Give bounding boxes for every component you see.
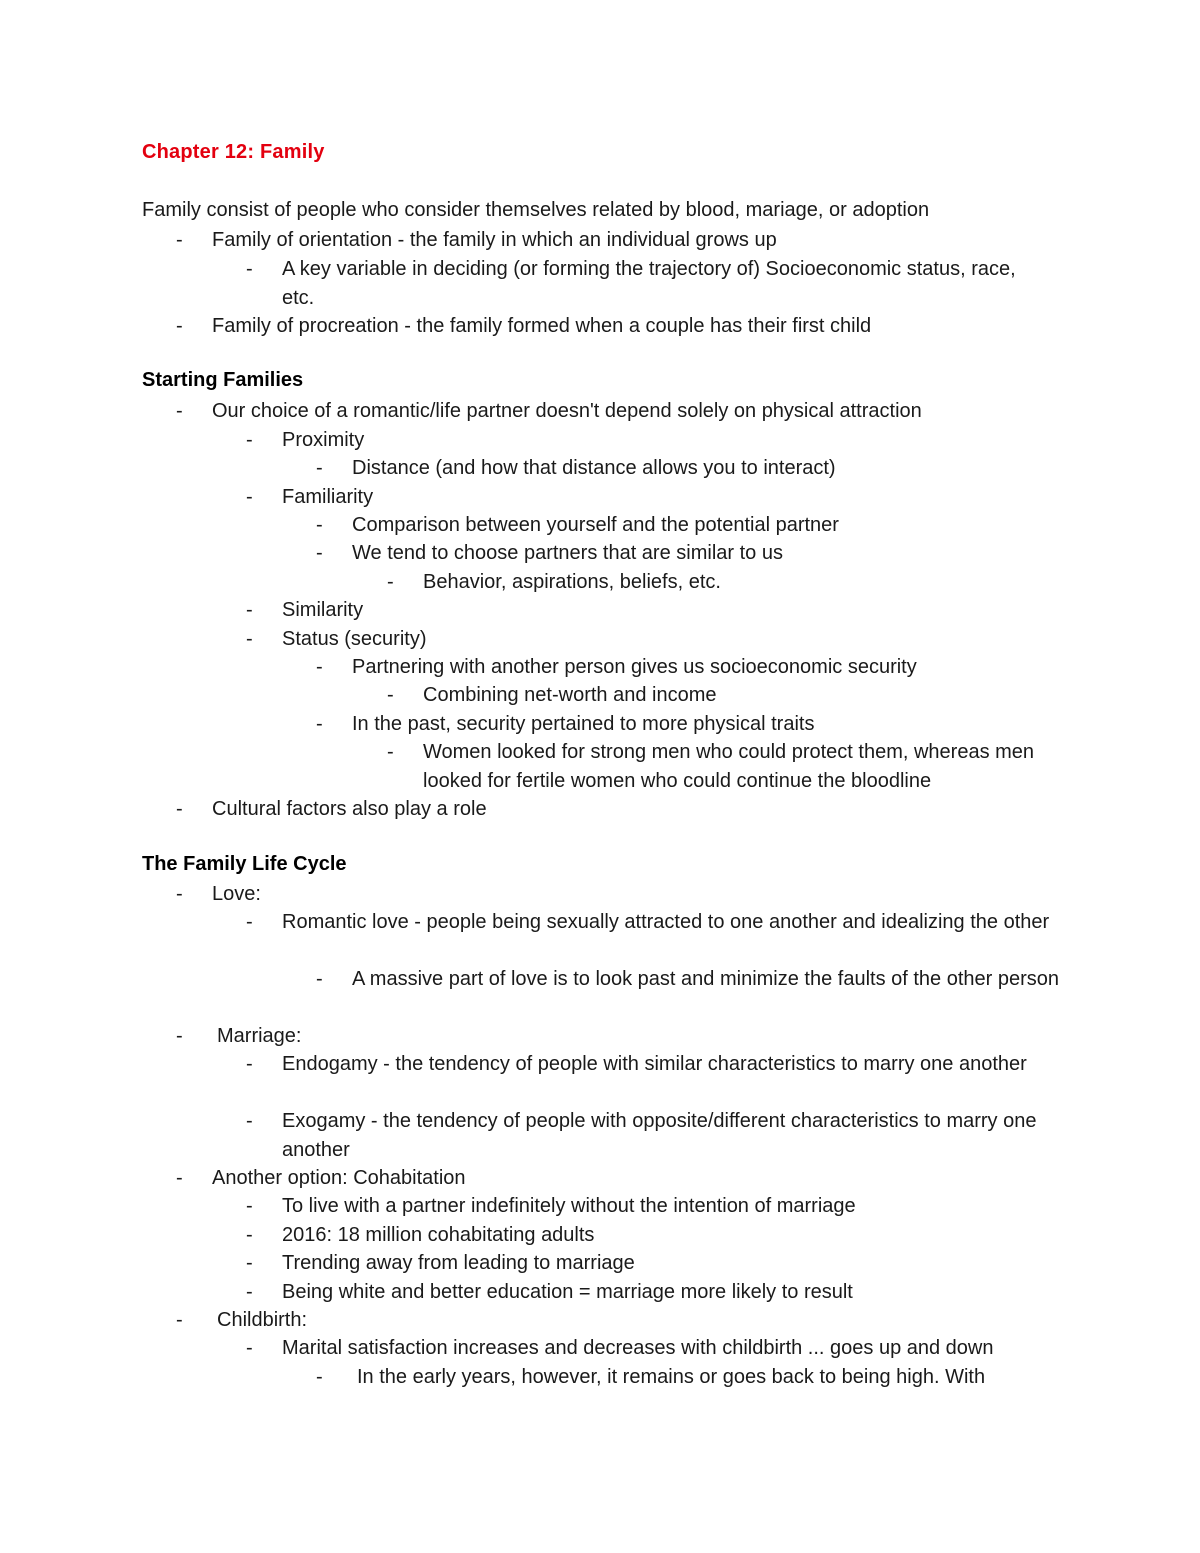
list-item: [246, 1278, 1072, 1307]
list-item-text: Our choice of a romantic/life partner doesn't depend solely on physical attraction: [212, 400, 922, 422]
list-item: [316, 511, 1062, 540]
list-item: [387, 681, 1063, 710]
bullet-dash: -: [176, 798, 183, 820]
list-item: [316, 710, 1062, 739]
list-item-text: Another option: Cohabitation: [212, 1167, 466, 1189]
list-item: [246, 596, 1062, 625]
intro-text: Family consist of people who consider themselves related by blood, mariage, or adoption: [142, 199, 930, 221]
bullet-dash: -: [246, 1110, 253, 1132]
list-item-text: Partnering with another person gives us socioeconomic security: [352, 656, 917, 678]
list-item: [176, 226, 1072, 255]
bullet-dash: -: [176, 1309, 183, 1331]
list-item: [246, 255, 1042, 312]
list-item: [176, 1164, 1072, 1193]
bullet-dash: -: [246, 1053, 253, 1075]
list-item-text: In the early years, however, it remains or goes back to being high. With: [357, 1366, 986, 1388]
list-item: [246, 1192, 1072, 1221]
list-item: [316, 653, 1062, 682]
list-item-text: Trending away from leading to marriage: [282, 1252, 635, 1274]
bullet-dash: -: [246, 1252, 253, 1274]
list-item: [176, 1306, 1067, 1335]
list-item-text: Love:: [212, 883, 261, 905]
bullet-dash: -: [316, 1366, 323, 1388]
list-item-text: Behavior, aspirations, beliefs, etc.: [423, 571, 721, 593]
bullet-dash: -: [316, 542, 323, 564]
section-heading-family-life-cycle: The Family Life Cycle: [142, 853, 347, 875]
list-item: [246, 426, 1062, 455]
list-item: [246, 1050, 1042, 1079]
list-item-text: To live with a partner indefinitely without the intention of marriage: [282, 1195, 856, 1217]
bullet-dash: -: [387, 571, 394, 593]
bullet-dash: -: [387, 741, 394, 763]
bullet-dash: -: [176, 229, 183, 251]
list-item-text: A massive part of love is to look past and minimize the faults of the other person: [352, 968, 1060, 990]
list-item-text: 2016: 18 million cohabitating adults: [282, 1224, 595, 1246]
bullet-dash: -: [316, 656, 323, 678]
bullet-dash: -: [246, 1281, 253, 1303]
bullet-dash: -: [316, 968, 323, 990]
list-item-text: Family of procreation - the family formed when a couple has their first child: [212, 315, 872, 337]
list-item-text: Women looked for strong men who could protect them, whereas men looked for fertile women who could continue the bloodline: [423, 741, 1035, 792]
list-item-text: Marital satisfaction increases and decreases with childbirth ... goes up and down: [282, 1337, 994, 1359]
list-item: [246, 1334, 1082, 1363]
list-item: [387, 738, 1053, 795]
list-item: [246, 1249, 1072, 1278]
bullet-dash: -: [246, 628, 253, 650]
list-item-text: Comparison between yourself and the potential partner: [352, 514, 839, 536]
bullet-dash: -: [176, 315, 183, 337]
list-item-text: Similarity: [282, 599, 364, 621]
list-item: [246, 1107, 1072, 1164]
list-item-text: Marriage:: [217, 1025, 302, 1047]
list-item: [176, 312, 1072, 341]
bullet-dash: -: [316, 457, 323, 479]
list-item-text: In the past, security pertained to more physical traits: [352, 713, 815, 735]
list-item: [176, 1022, 1067, 1051]
bullet-dash: -: [387, 684, 394, 706]
list-item-text: Romantic love - people being sexually attracted to one another and idealizing the other: [282, 911, 1050, 933]
list-item: [316, 965, 1067, 994]
bullet-dash: -: [176, 1167, 183, 1189]
list-item-text: Familiarity: [282, 486, 374, 508]
list-item: [387, 568, 1063, 597]
list-item-text: We tend to choose partners that are similar to us: [352, 542, 783, 564]
list-item-text: Endogamy - the tendency of people with similar characteristics to marry one another: [282, 1053, 1027, 1075]
list-item-text: Family of orientation - the family in which an individual grows up: [212, 229, 777, 251]
bullet-dash: -: [246, 429, 253, 451]
bullet-dash: -: [316, 514, 323, 536]
bullet-dash: -: [246, 1224, 253, 1246]
bullet-dash: -: [246, 1195, 253, 1217]
list-item-text: Distance (and how that distance allows you to interact): [352, 457, 836, 479]
list-item-text: Childbirth:: [217, 1309, 308, 1331]
list-item: [246, 908, 1072, 937]
list-item-text: Cultural factors also play a role: [212, 798, 487, 820]
section-heading-starting-families: Starting Families: [142, 369, 304, 391]
list-item: [176, 880, 1072, 909]
bullet-dash: -: [246, 599, 253, 621]
list-item: [246, 625, 1062, 654]
bullet-dash: -: [316, 713, 323, 735]
list-item: [246, 483, 1062, 512]
bullet-dash: -: [246, 1337, 253, 1359]
bullet-dash: -: [176, 883, 183, 905]
list-item-text: Proximity: [282, 429, 365, 451]
list-item-text: Combining net-worth and income: [423, 684, 717, 706]
list-item-text: Status (security): [282, 628, 427, 650]
list-item: [316, 454, 1062, 483]
list-item: [316, 539, 1062, 568]
list-item: [246, 1221, 1072, 1250]
bullet-dash: -: [246, 911, 253, 933]
bullet-dash: -: [176, 1025, 183, 1047]
list-item-text: Exogamy - the tendency of people with opposite/different characteristics to marry one another: [282, 1110, 1037, 1161]
chapter-title: Chapter 12: Family: [142, 141, 325, 163]
list-item-text: A key variable in deciding (or forming the trajectory of) Socioeconomic status, race, etc.: [282, 258, 1016, 309]
bullet-dash: -: [246, 258, 253, 280]
list-item-text: Being white and better education = marriage more likely to result: [282, 1281, 853, 1303]
list-item: [176, 397, 1072, 426]
bullet-dash: -: [246, 486, 253, 508]
list-item: [316, 1363, 1077, 1392]
bullet-dash: -: [176, 400, 183, 422]
list-item: [176, 795, 1072, 824]
